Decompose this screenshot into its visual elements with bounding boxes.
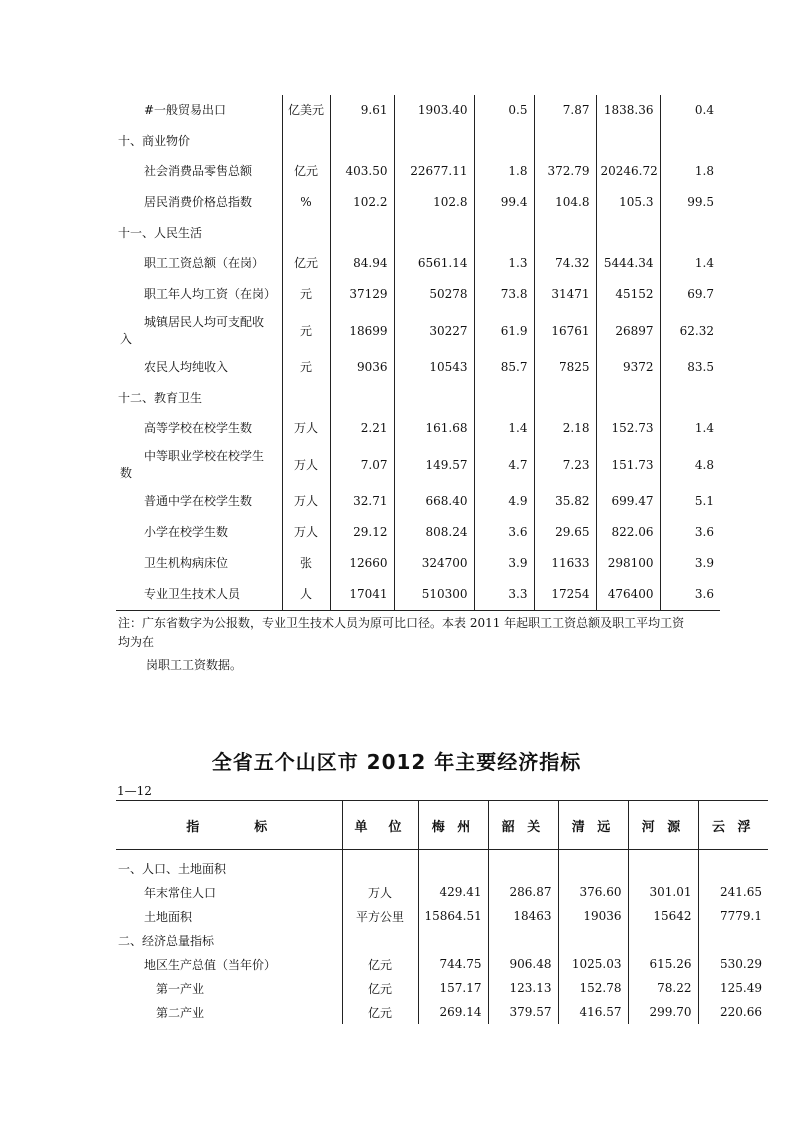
value-cell: 15864.51: [418, 904, 488, 928]
value-cell: 74.32: [534, 248, 596, 279]
table-row: [116, 218, 720, 248]
table-footnote: [118, 614, 686, 675]
table-row: [116, 413, 720, 444]
value-cell: 299.70: [628, 1000, 698, 1024]
value-cell: 18463: [488, 904, 558, 928]
value-cell: 17041: [330, 579, 394, 610]
value-cell: 104.8: [534, 187, 596, 218]
value-cell: 99.4: [474, 187, 534, 218]
value-cell: 16761: [534, 310, 596, 352]
table-row: [116, 279, 720, 310]
value-cell: 3.3: [474, 579, 534, 610]
value-cell: 220.66: [698, 1000, 768, 1024]
empty-cell: [330, 126, 394, 156]
value-cell: 699.47: [596, 486, 660, 517]
unit-cell: 万人: [342, 880, 418, 904]
value-cell: 1903.40: [394, 95, 474, 126]
table-row: [116, 310, 720, 352]
value-cell: 376.60: [558, 880, 628, 904]
row-label-text: #一般贸易出口: [144, 103, 227, 117]
header-meizhou: 梅 州: [418, 801, 488, 850]
empty-cell: [342, 928, 418, 952]
section-heading: 十一、人民生活: [118, 225, 203, 240]
table-row: [116, 444, 720, 486]
row-label-text: 城镇居民人均可支配收: [144, 315, 265, 329]
value-cell: 152.78: [558, 976, 628, 1000]
value-cell: 372.79: [534, 156, 596, 187]
empty-cell: [534, 383, 596, 413]
value-cell: 61.9: [474, 310, 534, 352]
table-row: [116, 976, 768, 1000]
empty-cell: [558, 850, 628, 881]
unit-cell: 亿元: [342, 976, 418, 1000]
footnote-line-2: 岗职工工资数据。: [146, 658, 243, 672]
row-label-text: 高等学校在校学生数: [144, 421, 253, 435]
value-cell: 26897: [596, 310, 660, 352]
row-label: [116, 279, 282, 310]
table-number: 1—12: [117, 784, 152, 798]
section-heading: 一、人口、土地面积: [118, 861, 227, 876]
value-cell: 1025.03: [558, 952, 628, 976]
header-qingyuan: 清 远: [558, 801, 628, 850]
row-label: [116, 486, 282, 517]
unit-cell: 元: [282, 310, 330, 352]
table-row: [116, 126, 720, 156]
row-label-text: 普通中学在校学生数: [144, 494, 253, 508]
row-label: [116, 352, 282, 383]
value-cell: 403.50: [330, 156, 394, 187]
row-label-text-cont: 入: [120, 332, 133, 346]
value-cell: 83.5: [660, 352, 720, 383]
table-row: [116, 850, 768, 881]
value-cell: 22677.11: [394, 156, 474, 187]
row-label-text: 居民消费价格总指数: [144, 195, 253, 209]
value-cell: 152.73: [596, 413, 660, 444]
row-label: 第二产业: [156, 1005, 205, 1020]
empty-cell: [660, 383, 720, 413]
value-cell: 6561.14: [394, 248, 474, 279]
value-cell: 30227: [394, 310, 474, 352]
value-cell: 19036: [558, 904, 628, 928]
value-cell: 476400: [596, 579, 660, 610]
table-row: [116, 1000, 768, 1024]
row-label: 土地面积: [144, 909, 193, 924]
table-row: [116, 928, 768, 952]
value-cell: 62.32: [660, 310, 720, 352]
value-cell: 3.9: [474, 548, 534, 579]
row-label: 地区生产总值（当年价）: [144, 957, 277, 972]
value-cell: 906.48: [488, 952, 558, 976]
unit-cell: 万人: [282, 517, 330, 548]
value-cell: 161.68: [394, 413, 474, 444]
empty-cell: [660, 218, 720, 248]
empty-cell: [394, 218, 474, 248]
table-row: [116, 352, 720, 383]
table-row: [116, 579, 720, 610]
empty-cell: [660, 126, 720, 156]
value-cell: 123.13: [488, 976, 558, 1000]
empty-cell: [330, 383, 394, 413]
table-row: [116, 517, 720, 548]
header-row: [116, 801, 768, 850]
value-cell: 29.65: [534, 517, 596, 548]
value-cell: 102.2: [330, 187, 394, 218]
header-heyuan: 河 源: [628, 801, 698, 850]
value-cell: 241.65: [698, 880, 768, 904]
value-cell: 11633: [534, 548, 596, 579]
table-row: [116, 904, 768, 928]
value-cell: 416.57: [558, 1000, 628, 1024]
table-row: [116, 486, 720, 517]
footnote-line-1: 注：广东省数字为公报数，专业卫生技术人员为原可比口径。本表 2011 年起职工工资总额及职工平均工资均为在: [118, 616, 685, 649]
value-cell: 301.01: [628, 880, 698, 904]
row-label: [116, 413, 282, 444]
empty-cell: [596, 383, 660, 413]
value-cell: 269.14: [418, 1000, 488, 1024]
row-label: 年末常住人口: [144, 885, 217, 900]
section-heading: 十、商业物价: [118, 133, 191, 148]
value-cell: 7.07: [330, 444, 394, 486]
value-cell: 3.6: [660, 517, 720, 548]
value-cell: 85.7: [474, 352, 534, 383]
value-cell: 1.4: [660, 413, 720, 444]
section-heading: 二、经济总量指标: [118, 933, 215, 948]
table-row: [116, 548, 720, 579]
empty-cell: [698, 928, 768, 952]
value-cell: 31471: [534, 279, 596, 310]
row-label: [116, 187, 282, 218]
value-cell: 429.41: [418, 880, 488, 904]
value-cell: 69.7: [660, 279, 720, 310]
table-row: [116, 952, 768, 976]
header-unit: 单 位: [342, 801, 418, 850]
empty-cell: [474, 383, 534, 413]
value-cell: 17254: [534, 579, 596, 610]
table-row: [116, 880, 768, 904]
table-row: [116, 156, 720, 187]
empty-cell: [596, 126, 660, 156]
value-cell: 0.4: [660, 95, 720, 126]
value-cell: 1.8: [660, 156, 720, 187]
value-cell: 822.06: [596, 517, 660, 548]
value-cell: 20246.72: [596, 156, 660, 187]
unit-cell: 亿元: [342, 952, 418, 976]
table-row: [116, 187, 720, 218]
row-label: [116, 248, 282, 279]
header-indicator: 指 标: [116, 801, 342, 850]
unit-cell: 亿元: [282, 156, 330, 187]
value-cell: 668.40: [394, 486, 474, 517]
row-label-text: 社会消费品零售总额: [144, 164, 253, 178]
value-cell: 615.26: [628, 952, 698, 976]
table-row: [116, 383, 720, 413]
mountain-cities-indicator-table: [116, 800, 768, 1024]
value-cell: 78.22: [628, 976, 698, 1000]
value-cell: 15642: [628, 904, 698, 928]
row-label-text: 专业卫生技术人员: [144, 586, 241, 601]
value-cell: 18699: [330, 310, 394, 352]
value-cell: 2.18: [534, 413, 596, 444]
row-label: [116, 548, 282, 579]
empty-cell: [474, 126, 534, 156]
value-cell: 4.9: [474, 486, 534, 517]
top-statistics-table: [116, 95, 720, 611]
value-cell: 324700: [394, 548, 474, 579]
row-label-text-cont: 数: [120, 466, 133, 480]
unit-cell: 张: [282, 548, 330, 579]
row-label-text: 职工年人均工资（在岗）: [144, 287, 277, 301]
value-cell: 12660: [330, 548, 394, 579]
unit-cell: %: [282, 187, 330, 218]
value-cell: 4.8: [660, 444, 720, 486]
empty-cell: [282, 126, 330, 156]
value-cell: 5.1: [660, 486, 720, 517]
value-cell: 125.49: [698, 976, 768, 1000]
empty-cell: [394, 383, 474, 413]
empty-cell: [698, 850, 768, 881]
empty-cell: [488, 850, 558, 881]
value-cell: 379.57: [488, 1000, 558, 1024]
empty-cell: [534, 218, 596, 248]
empty-cell: [330, 218, 394, 248]
value-cell: 9372: [596, 352, 660, 383]
value-cell: 1.8: [474, 156, 534, 187]
row-label: [116, 156, 282, 187]
unit-cell: 元: [282, 279, 330, 310]
empty-cell: [534, 126, 596, 156]
value-cell: 9036: [330, 352, 394, 383]
empty-cell: [596, 218, 660, 248]
row-label: [116, 310, 282, 352]
value-cell: 10543: [394, 352, 474, 383]
header-shaoguan: 韶 关: [488, 801, 558, 850]
value-cell: 2.21: [330, 413, 394, 444]
unit-cell: 万人: [282, 486, 330, 517]
value-cell: 157.17: [418, 976, 488, 1000]
header-yunfu: 云 浮: [698, 801, 768, 850]
value-cell: 32.71: [330, 486, 394, 517]
unit-cell: 万人: [282, 413, 330, 444]
value-cell: 3.9: [660, 548, 720, 579]
unit-cell: 人: [282, 579, 330, 610]
value-cell: 4.7: [474, 444, 534, 486]
empty-cell: [282, 218, 330, 248]
value-cell: 286.87: [488, 880, 558, 904]
value-cell: 7.87: [534, 95, 596, 126]
value-cell: 808.24: [394, 517, 474, 548]
second-table-title: 全省五个山区市 2012 年主要经济指标: [211, 750, 582, 774]
row-label-text: 农民人均纯收入: [144, 360, 229, 374]
value-cell: 1.4: [474, 413, 534, 444]
empty-cell: [342, 850, 418, 881]
row-label-text: 职工工资总额（在岗）: [144, 256, 265, 270]
value-cell: 37129: [330, 279, 394, 310]
row-label-text: 中等职业学校在校学生: [144, 449, 265, 463]
empty-cell: [282, 383, 330, 413]
empty-cell: [628, 850, 698, 881]
row-label: [116, 579, 282, 610]
empty-cell: [474, 218, 534, 248]
table-row: [116, 95, 720, 126]
value-cell: 510300: [394, 579, 474, 610]
value-cell: 3.6: [660, 579, 720, 610]
value-cell: 298100: [596, 548, 660, 579]
unit-cell: 亿元: [342, 1000, 418, 1024]
value-cell: 102.8: [394, 187, 474, 218]
unit-cell: 元: [282, 352, 330, 383]
value-cell: 1838.36: [596, 95, 660, 126]
value-cell: 0.5: [474, 95, 534, 126]
value-cell: 3.6: [474, 517, 534, 548]
row-label: [116, 95, 282, 126]
value-cell: 29.12: [330, 517, 394, 548]
value-cell: 5444.34: [596, 248, 660, 279]
unit-cell: 平方公里: [342, 904, 418, 928]
value-cell: 35.82: [534, 486, 596, 517]
unit-cell: 亿元: [282, 248, 330, 279]
value-cell: 45152: [596, 279, 660, 310]
unit-cell: 万人: [282, 444, 330, 486]
value-cell: 9.61: [330, 95, 394, 126]
empty-cell: [394, 126, 474, 156]
row-label: 第一产业: [156, 981, 205, 996]
empty-cell: [418, 928, 488, 952]
section-heading: 十二、教育卫生: [118, 390, 203, 405]
row-label-text: 小学在校学生数: [144, 525, 229, 539]
value-cell: 7825: [534, 352, 596, 383]
value-cell: 50278: [394, 279, 474, 310]
empty-cell: [628, 928, 698, 952]
value-cell: 151.73: [596, 444, 660, 486]
value-cell: 530.29: [698, 952, 768, 976]
value-cell: 7779.1: [698, 904, 768, 928]
value-cell: 149.57: [394, 444, 474, 486]
row-label-text: 卫生机构病床位: [144, 556, 229, 570]
value-cell: 84.94: [330, 248, 394, 279]
row-label: [116, 517, 282, 548]
table-row: [116, 248, 720, 279]
empty-cell: [558, 928, 628, 952]
row-label: [116, 444, 282, 486]
value-cell: 1.3: [474, 248, 534, 279]
value-cell: 7.23: [534, 444, 596, 486]
value-cell: 105.3: [596, 187, 660, 218]
value-cell: 73.8: [474, 279, 534, 310]
value-cell: 1.4: [660, 248, 720, 279]
empty-cell: [418, 850, 488, 881]
value-cell: 99.5: [660, 187, 720, 218]
empty-cell: [488, 928, 558, 952]
value-cell: 744.75: [418, 952, 488, 976]
unit-cell: 亿美元: [282, 95, 330, 126]
